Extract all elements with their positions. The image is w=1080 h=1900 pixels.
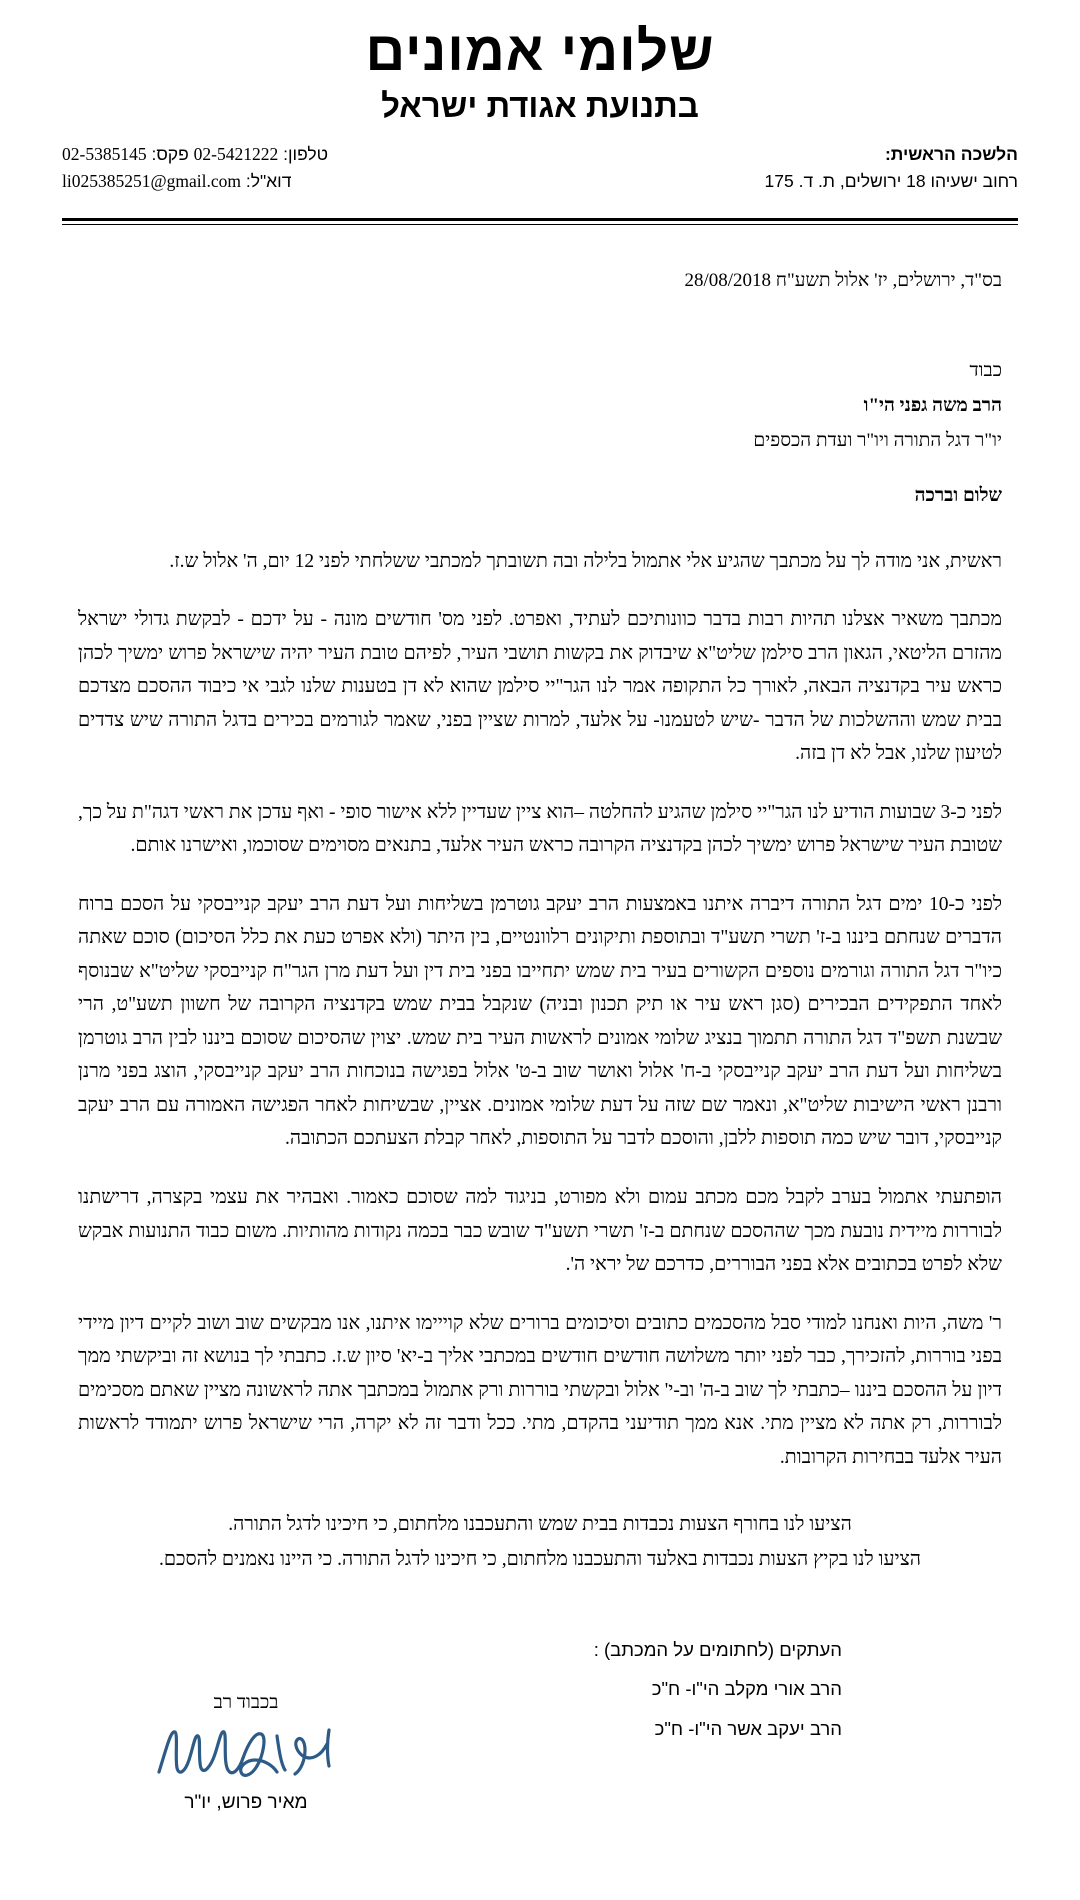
office-address-block [765,141,1018,195]
copies-heading: העתקים (לחתומים על המכתב) : [593,1638,842,1660]
paragraph-4: לפני כ-10 ימים דגל התורה דיברה איתנו באמצעות הרב יעקב גוטרמן בשליחות ועל דעת הרב יעקב קנייבסקי על הסכם ברוח הדברים שנחתם ביננו ב-ז' תשרי תשע"ד ובתוספת ותיקונים רלוונטיים, בין היתר (ולא אפרט כעת את כלל הסיכום) סוכם שאתה כיו"ר דגל התורה וגורמים נוספים הקשורים בעיר בית שמש יתחייבו בפני בית דין ועל דעת מרן הגר"ח קנייבסקי שליט"א שבנוסף לאחד התפקידים הבכירים (סגן ראש עיר או תיק תכנון ובניה) שנקבל בבית שמש בקדנציה הקרובה של חשוון תשע"ט, הרי שבשנת תשפ"ד דגל התורה תתמוך בנציג שלומי אמונים לראשות העיר בית שמש. יצוין שהסיכום שסוכם ביננו לבין הרב גוטרמן בשליחות ועל דעת הרב יעקב קנייבסקי ב-ח' אלול ואושר שוב ב-ט' אלול בפגישה בנוכחות הרב יעקב קנייבסקי, הוצג בפני מרנן ורבנן ראשי הישיבות שליט"א, ונאמר שם שזה על דעת שלומי אמונים. אציין, שבשיחות לאחר הפגישה האמורה עם הרב יעקב קנייבסקי, דובר שיש כמה תוספות ללבן, והוסכם לדבר על התוספות, לאחר קבלת הצעתכם הכתובה. [78,893,1003,1150]
letter-footer [78,1630,1002,1900]
recipient-name: הרב משה גפני הי"ו [863,395,1002,417]
phone-number: 02-5421222 [193,144,279,165]
office-address: רחוב ישעיהו 18 ירושלים, ת. ד. 175 [764,171,1018,192]
signature-block [96,1692,396,1814]
copy-recipient-1: הרב אורי מקלב הי"ו- ח"כ [651,1678,842,1700]
phone-fax-line [62,141,328,168]
letterhead [0,0,1080,225]
closing-line-1: הציעו לנו בחורף הצעות נכבדות בבית שמש והתעכבנו מלחתום, כי חיכינו לדגל התורה. [228,1514,852,1536]
email-label: דוא"ל: [245,171,292,192]
fax-label: פקס: [151,144,189,165]
handwritten-signature-image [151,1716,341,1788]
email-line [62,168,328,195]
closing-line-2: הציעו לנו בקיץ הצעות נכבדות באלעד והתעכבנו מלחתום, כי חיכינו לדגל התורה. כי היינו נאמנים להסכם. [158,1548,922,1570]
recipient-block [78,353,1002,458]
office-contact-block [62,141,328,195]
paragraph-1: ראשית, אני מודה לך על מכתבך שהגיע אלי אתמול בלילה ובה תשובתך למכתבי ששלחתי לפני 12 יום, ה' אלול ש.ז. [169,550,1002,572]
letter-body [78,267,1002,1900]
fax-number: 02-5385145 [62,144,147,165]
recipient-title: יו"ר דגל התורה ויו"ר ועדת הכספים [753,430,1002,452]
paragraph-5: הופתעתי אתמול בערב לקבל מכם מכתב עמום ולא מפורט, בניגוד למה שסוכם כאמור. ואבהיר את עצמי בקצרה, דרישתנו לבוררות מיידית נובעת מכך שההסכם שנחתם ב-ז' תשרי תשע"ד שובש כבר בכמה נקודות מהותיות. משום כבוד התנועות אבקש שלא לפרט בכתובים אלא בפני הבוררים, כדרכם של יראי ה'. [78,1187,1002,1276]
phone-label: טלפון: [283,144,329,165]
office-label: הלשכה הראשית: [884,144,1018,165]
divider-line-thick [62,218,1018,221]
closing-lines [78,1508,1002,1577]
header-divider [62,218,1018,225]
contact-row [62,141,1018,195]
organization-subtitle: בתנועת אגודת ישראל [381,87,699,125]
date-line: בס"ד, ירושלים, יז' אלול תשע"ח 28/08/2018 [684,269,1002,291]
copy-recipient-2: הרב יעקב אשר הי"ו- ח"כ [654,1718,842,1740]
organization-name: שלומי אמונים [365,20,715,82]
signature-regards: בכבוד רב [213,1691,279,1713]
recipient-honorific: כבוד [969,360,1002,382]
divider-line-thin [62,224,1018,225]
paragraph-3: לפני כ-3 שבועות הודיע לנו הגר"יי סילמן שהגיע להחלטה –הוא ציין שעדיין ללא אישור סופי - ואף עדכן את ראשי דגה"ת על כך, שטובת העיר שישראל פרוש ימשיך לכהן בקדנציה הקרובה כראש העיר אלעד, בתנאים מסוימים שסוכמו, ואישרנו אותם. [78,801,1002,857]
paragraph-2: מכתבך משאיר אצלנו תהיות רבות בדבר כוונותיכם לעתיד, ואפרט. לפני מס' חודשים מונה - על ידכם - לבקשת גדולי ישראל מהזרם הליטאי, הגאון הרב סילמן שליט"א שיבדוק את בקשות תושבי העיר, לפיהם טובת העיר יהיה שישראל פרוש ימשיך לכהן כראש עיר בקדנציה הבאה, לאורך כל התקופה אמר לנו הגר"יי סילמן שהוא לא דן בטענות שלנו לגבי אי כיבוד ההסכם מצדכם בבית שמש וההשלכות של הדבר -שיש לטעמנו- על אלעד, למרות שציין בפני, שאמר לגורמים בכירים בדגל התורה שיש צדדים לטיעון שלנו, אבל לא דן בזה. [78,609,1002,765]
email-address[interactable]: li025385251@gmail.com [62,171,241,192]
greeting: שלום וברכה [914,484,1002,506]
paragraph-6: ר' משה, היות ואנחנו למודי סבל מהסכמים כתובים וסיכומים ברורים שלא קוייימו איתנו, אנו מבקשים שוב ושוב לקיים דיון מיידי בפני בוררות, להזכירך, כבר לפני יותר משלושה חודשים חודשים במכתבי אליך ב-יא' סיון ש.ז. כתבתי לך בנושא זה וביקשתי ממך דיון על ההסכם ביננו –כתבתי לך שוב ב-ה' וב-י' אלול ובקשתי בוררות ורק אתמול במכתבך אתה לראשונה מציין שאתם מסכימים לבוררות, רק אתה לא מציין מתי. אנא ממך תודיעני בהקדם, מתי. ככל ודבר זה לא יקרה, הרי שישראל פרוש יתמודד לראשות העיר אלעד בבחירות הקרובות. [78,1312,1002,1468]
signatory-name: מאיר פרוש, יו"ר [184,1791,308,1813]
